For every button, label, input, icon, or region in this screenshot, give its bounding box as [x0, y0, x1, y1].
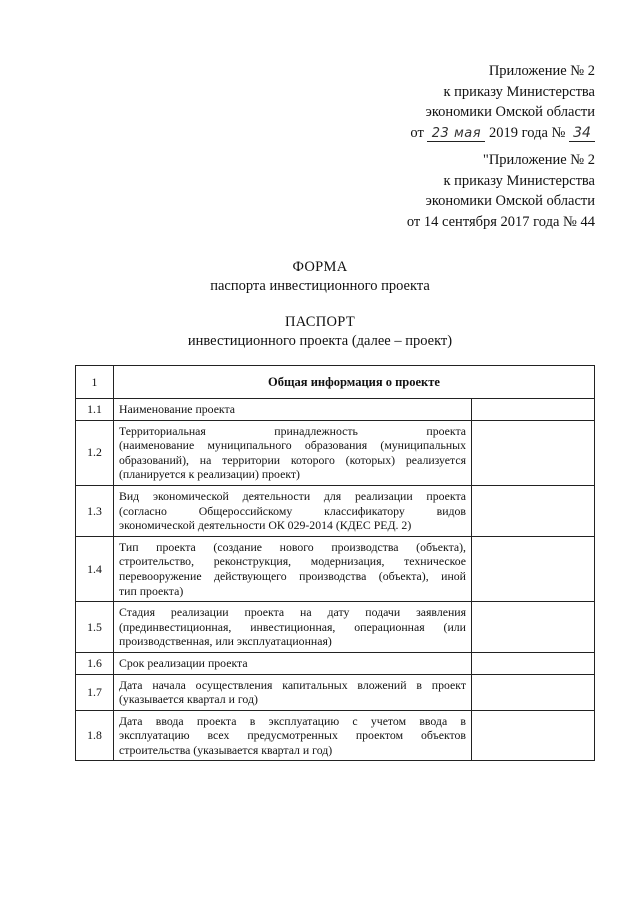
table-row [76, 536, 595, 601]
appendix-title: Приложение № 2 [488, 63, 595, 79]
row-number: 1.6 [76, 652, 114, 674]
table-row [76, 420, 595, 485]
previous-ministry-line: экономики Омской области [425, 193, 595, 209]
form-heading [0, 258, 640, 296]
row-value [472, 485, 595, 536]
table-row [76, 652, 595, 674]
passport-heading [0, 313, 640, 351]
row-number: 1.5 [76, 602, 114, 653]
row-value [472, 399, 595, 421]
row-label: Наименование проекта [114, 399, 472, 421]
row-value [472, 536, 595, 601]
row-label: Тип проекта (создание нового производства (объекта), строительство, реконструкция, модернизация, техническое перевооружение действующего производства (объекта), иной тип проекта) [114, 536, 472, 601]
row-number: 1.7 [76, 674, 114, 710]
date-prefix: от [410, 124, 424, 141]
row-label: Территориальная принадлежность проекта (наименование муниципального образования (муниципальных образований), на территории которого (которых) реализуется (планируется к реализации) проект) [114, 420, 472, 485]
table-row [76, 399, 595, 421]
row-number: 1.1 [76, 399, 114, 421]
row-number: 1.3 [76, 485, 114, 536]
form-title: ФОРМА [292, 259, 348, 275]
passport-subtitle: инвестиционного проекта (далее – проект) [187, 333, 453, 349]
appendix-header-previous [407, 150, 595, 232]
row-label: Вид экономической деятельности для реализации проекта (согласно Общероссийскому классификатору видов экономической деятельности ОК 029-2014 (КДЕС РЕД. 2) [114, 485, 472, 536]
appendix-order-line: к приказу Министерства [443, 83, 595, 100]
row-number: 1.8 [76, 710, 114, 761]
row-value [472, 420, 595, 485]
row-value [472, 602, 595, 653]
table-row [76, 710, 595, 761]
form-subtitle: паспорта инвестиционного проекта [210, 278, 430, 294]
row-number: 1.4 [76, 536, 114, 601]
previous-order-line: к приказу Министерства [443, 172, 595, 189]
passport-table [75, 365, 595, 761]
row-label: Стадия реализации проекта на дату подачи заявления (прединвестиционная, инвестиционная, операционная (или производственная, или эксплуатационная) [114, 602, 472, 653]
row-value [472, 710, 595, 761]
appendix-header-current [410, 61, 595, 143]
table-row [76, 602, 595, 653]
appendix-ministry-line: экономики Омской области [425, 104, 595, 120]
row-number: 1.2 [76, 420, 114, 485]
table-section-header [76, 366, 595, 399]
row-label: Дата начала осуществления капитальных вложений в проект (указывается квартал и год) [114, 674, 472, 710]
row-label: Дата ввода проекта в эксплуатацию с учетом ввода в эксплуатацию всех предусмотренных проектом объектов строительства (указывается квартал и год) [114, 710, 472, 761]
passport-title: ПАСПОРТ [284, 314, 356, 330]
handwritten-date: 23 мая [427, 126, 485, 142]
row-label: Срок реализации проекта [114, 652, 472, 674]
section-title: Общая информация о проекте [114, 366, 595, 399]
appendix-date-line [410, 123, 595, 144]
date-suffix: 2019 года № [489, 124, 566, 141]
previous-appendix-title: "Приложение № 2 [482, 152, 595, 168]
row-value [472, 674, 595, 710]
previous-date-line: от 14 сентября 2017 года № 44 [406, 213, 595, 230]
section-number: 1 [76, 366, 114, 399]
table-row [76, 674, 595, 710]
handwritten-number: 34 [569, 126, 595, 142]
row-value [472, 652, 595, 674]
table-row [76, 485, 595, 536]
